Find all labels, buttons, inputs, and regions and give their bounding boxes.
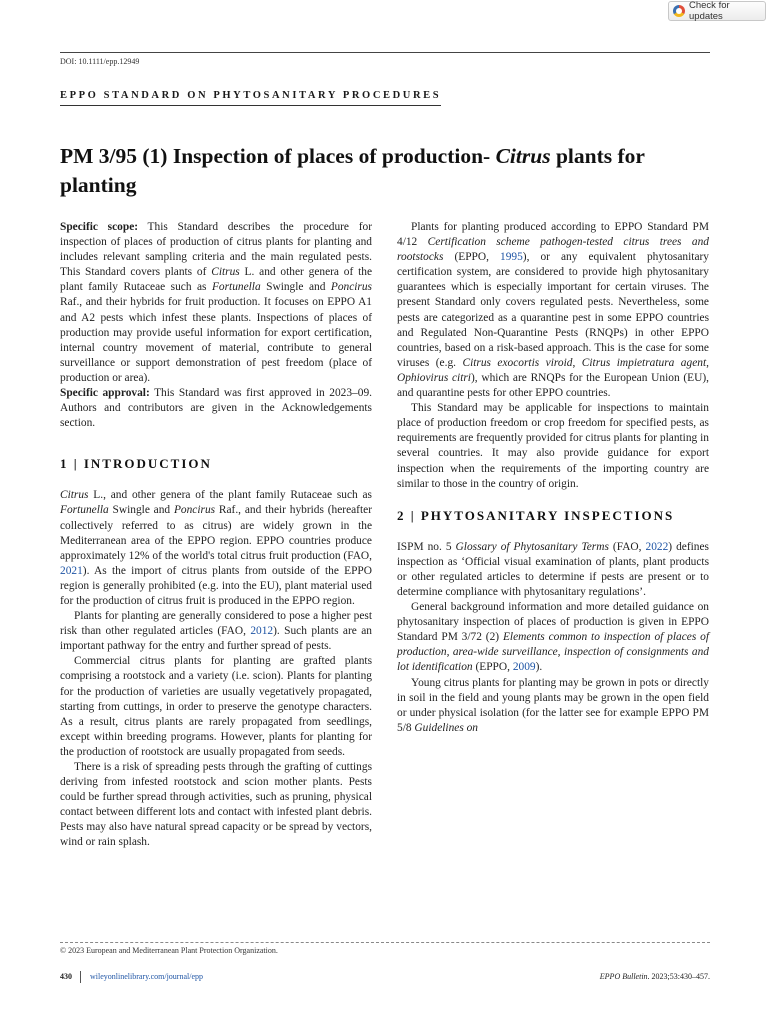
text: ), or any equivalent phytosanitary certification system, are considered to provide high phytosanitary guarantees which is especially important for certain viruses. The present Standard only covers regulated pests. Nevertheless, some pests are categorized as a quarantine pest in some EPPO countries and Regulated Non-Quarantine Pests (RNQPs) in other EPPO countries, based on a risk-based approach. This is the case for some viruses (e.g. bbox=[397, 251, 709, 369]
copyright: © 2023 European and Mediterranean Plant Protection Organization. bbox=[60, 946, 278, 955]
text: ). As the import of citrus plants from outside of the EPPO region is generally prohibited (e.g. into the EU), plant material used for the production of citrus fruit is produced in the EPPO region. bbox=[60, 564, 372, 607]
text: General background information and more detailed guidance on phytosanitary inspection of places of production is given in EPPO Standard PM 3/72 (2) bbox=[397, 601, 709, 644]
text: Elements common to inspection of places of production, area-wide surveillance, inspection of consignments and lot identification bbox=[397, 631, 709, 674]
title-italic: Citrus bbox=[495, 144, 551, 168]
text: ) defines inspection as ‘Official visual examination of plants, plant products or other regulated articles to determine if pests are present or to determine compliance with phytosanitary regulations’. bbox=[397, 540, 709, 598]
crossmark-icon bbox=[673, 5, 685, 17]
right-column bbox=[397, 220, 709, 736]
text: Citrus exocortis viroid bbox=[462, 356, 573, 369]
paragraph bbox=[397, 600, 709, 675]
text: Fortunella bbox=[60, 504, 109, 517]
text: ISPM no. 5 bbox=[397, 540, 456, 553]
text: ), which are RNQPs for the European Union (EU), and quarantine pests for other EPPO countries. bbox=[397, 371, 709, 400]
left-column bbox=[60, 220, 372, 851]
paragraph bbox=[397, 540, 709, 600]
citation-link[interactable]: 1995 bbox=[500, 251, 523, 264]
journal-url-link[interactable]: wileyonlinelibrary.com/journal/epp bbox=[90, 972, 204, 981]
text: Raf., and their hybrids (hereafter collectively referred to as citrus) are widely grown in the Mediterranean area of the EPPO region. EPPO countries produce approximately 12% of the world's total citrus fruit production (FAO, bbox=[60, 504, 372, 562]
title-suffix: plants for planting bbox=[60, 144, 645, 197]
text: Swingle and bbox=[260, 281, 331, 294]
citation-link[interactable]: 2021 bbox=[60, 564, 83, 577]
paragraph bbox=[60, 609, 372, 654]
paragraph bbox=[397, 220, 709, 401]
footer-separator bbox=[80, 971, 81, 983]
text: EPPO Bulletin bbox=[599, 972, 648, 981]
check-for-updates-button[interactable] bbox=[668, 1, 766, 21]
text: Ophiovirus citri bbox=[397, 371, 471, 384]
doi: DOI: 10.1111/epp.12949 bbox=[60, 57, 140, 66]
text: ). Such plants are an important pathway for the entry and further spread of pests. bbox=[60, 625, 372, 653]
specific-approval bbox=[60, 386, 372, 431]
text: Plants for planting produced according to EPPO Standard PM 4/12 bbox=[397, 221, 709, 249]
text: Glossary of Phytosanitary Terms bbox=[455, 540, 609, 553]
article-title bbox=[60, 142, 700, 200]
check-for-updates-label: Check for updates bbox=[689, 0, 730, 22]
text: (EPPO, bbox=[472, 661, 513, 674]
page-footer bbox=[60, 972, 710, 984]
text: Young citrus plants for planting may be grown in pots or directly in soil in the field and young plants may be grown in the open field or under physical isolation (for the latter see for example EPPO PM 5/8 bbox=[397, 676, 709, 734]
text: Citrus bbox=[211, 266, 240, 279]
text: This Standard describes the procedure for inspection of places of production of citrus plants for planting and includes relevant sampling criteria and the main regulated pests. This Standard covers plants of bbox=[60, 221, 372, 279]
text: L. and other genera of the plant family Rutaceae such as bbox=[60, 266, 373, 294]
text: This Standard was first approved in 2023–09. Authors and contributors are given in the Acknowledgements section. bbox=[60, 387, 372, 430]
text: Plants for planting are generally considered to pose a higher pest risk than other regulated articles (FAO, bbox=[60, 610, 372, 638]
text: Guidelines on bbox=[414, 721, 478, 734]
text: Poncirus bbox=[173, 504, 216, 517]
text: , bbox=[572, 356, 582, 369]
citation-link[interactable]: 2022 bbox=[645, 540, 669, 553]
text: L., and other genera of the plant family Rutaceae such as bbox=[88, 489, 372, 502]
citation-link[interactable]: 2009 bbox=[512, 661, 536, 674]
page-number: 430 bbox=[60, 972, 72, 981]
paragraph: Commercial citrus plants for planting are grafted plants comprising a rootstock and a variety (i.e. scion). Plants for planting for the production of varieties are usually vegetatively propagated, starting from cuttings, in order to preserve the genotype characters. As a result, citrus plants are rarely propagated from seedlings, except within breeding programs. However, plants for planting for the production of rootstock are usually propagated from seeds. bbox=[60, 655, 372, 758]
series-kicker: EPPO STANDARD ON PHYTOSANITARY PROCEDURES bbox=[60, 90, 441, 106]
text: Certification scheme pathogen-tested citrus trees and rootstocks bbox=[397, 236, 709, 264]
paragraph: There is a risk of spreading pests through the grafting of cuttings deriving from infested rootstock and scion mother plants. Pests could be further spread through activities, such as pruning, physical contact between different lots and contact with infested plant debris. Pests may also have natural spread capacity or be spread by vectors, wind or rain splash. bbox=[60, 761, 372, 849]
section-heading-introduction: 1 | INTRODUCTION bbox=[60, 456, 212, 472]
text: Citrus impietratura agent bbox=[581, 356, 707, 369]
text: Poncirus bbox=[330, 281, 372, 294]
footnote-rule bbox=[60, 942, 710, 943]
text: Fortunella bbox=[211, 281, 261, 294]
text: , bbox=[706, 356, 709, 369]
section-heading-phytosanitary-inspections: 2 | PHYTOSANITARY INSPECTIONS bbox=[397, 507, 675, 523]
approval-label: Specific approval: bbox=[60, 387, 150, 400]
journal-citation bbox=[600, 972, 710, 981]
header-rule bbox=[60, 52, 710, 53]
specific-scope bbox=[60, 220, 372, 386]
text: Swingle and bbox=[108, 504, 174, 517]
paragraph bbox=[397, 676, 709, 736]
scope-label: Specific scope: bbox=[60, 221, 139, 233]
text: ). bbox=[535, 661, 543, 674]
paragraph: This Standard may be applicable for inspections to maintain place of production freedom or crop freedom for specified pests, as requirements are frequently provided for citrus plants for planting in several countries. It may also provide guidance for export inspection when the requirements of the importing country are similar to those in the country of origin. bbox=[397, 402, 709, 490]
citation-link[interactable]: 2012 bbox=[250, 625, 274, 638]
text: (EPPO, bbox=[443, 251, 500, 264]
text: Raf., and their hybrids for fruit production. It focuses on EPPO A1 and A2 pests which infest these plants. Inspections of places of production may provide useful information for export certification, internal country movement of material, contribute to general surveillance or support demonstration of pest freedom (place of production or area). bbox=[60, 296, 372, 384]
text: Citrus bbox=[60, 489, 89, 502]
paragraph bbox=[60, 488, 372, 609]
title-prefix: PM 3/95 (1) Inspection of places of production- bbox=[60, 144, 496, 168]
text: . 2023;53:430–457. bbox=[647, 972, 710, 981]
text: (FAO, bbox=[608, 540, 646, 553]
